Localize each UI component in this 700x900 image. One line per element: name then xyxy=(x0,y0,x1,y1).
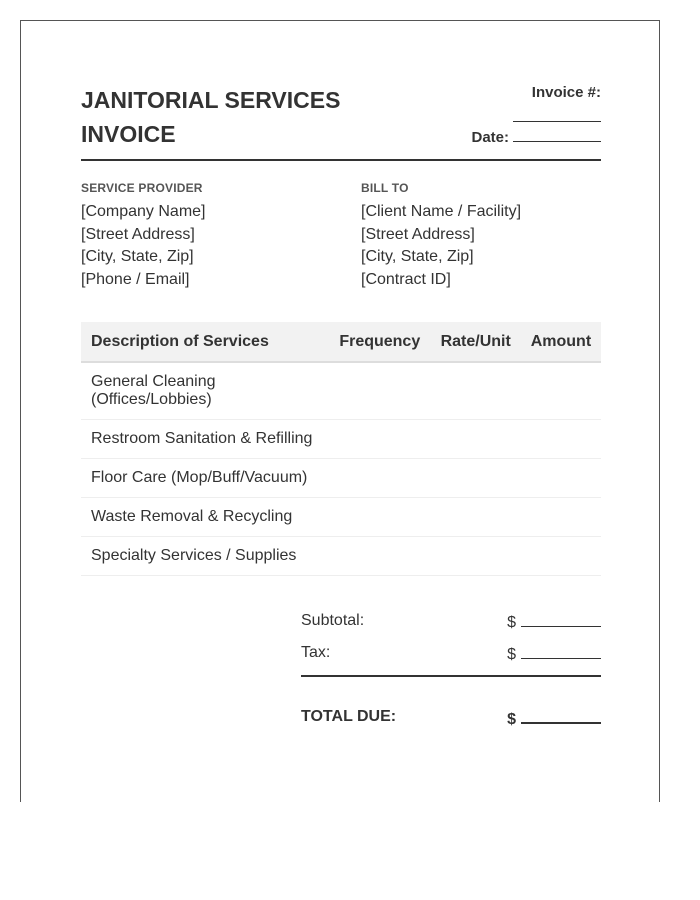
date-row xyxy=(471,127,601,148)
title-line-2: INVOICE xyxy=(81,121,176,147)
rate-unit-cell[interactable] xyxy=(431,537,521,576)
total-due-field[interactable] xyxy=(521,707,601,724)
currency-symbol: $ xyxy=(507,646,516,663)
table-header-row xyxy=(81,322,601,362)
service-description-line-1: General Cleaning xyxy=(91,373,216,390)
tax-field[interactable] xyxy=(521,643,601,659)
date-field[interactable] xyxy=(513,127,601,142)
rate-unit-cell[interactable] xyxy=(431,459,521,498)
amount-cell[interactable] xyxy=(521,420,601,459)
frequency-cell[interactable] xyxy=(329,498,431,537)
total-due-row xyxy=(301,707,601,739)
amount-cell[interactable] xyxy=(521,362,601,420)
rate-unit-cell[interactable] xyxy=(431,420,521,459)
amount-cell[interactable] xyxy=(521,459,601,498)
table-row xyxy=(81,459,601,498)
table-row xyxy=(81,362,601,420)
frequency-cell[interactable] xyxy=(329,362,431,420)
subtotal-label: Subtotal: xyxy=(301,612,365,629)
invoice-page xyxy=(20,20,660,802)
totals-divider xyxy=(301,675,601,677)
bill-to-block xyxy=(361,181,621,291)
service-description: Waste Removal & Recycling xyxy=(81,498,329,537)
date-label: Date: xyxy=(471,129,509,146)
service-description xyxy=(81,362,329,420)
col-header-rate-unit: Rate/Unit xyxy=(431,322,521,362)
col-header-amount: Amount xyxy=(521,322,601,362)
client-city-state-zip: [City, State, Zip] xyxy=(361,248,474,265)
provider-city-state-zip: [City, State, Zip] xyxy=(81,248,194,265)
total-due-amount xyxy=(507,707,601,730)
amount-cell[interactable] xyxy=(521,537,601,576)
client-name-facility: [Client Name / Facility] xyxy=(361,203,522,220)
subtotal-amount xyxy=(507,611,601,633)
table-row xyxy=(81,420,601,459)
service-description: Floor Care (Mop/Buff/Vacuum) xyxy=(81,459,329,498)
title-line-1: JANITORIAL SERVICES xyxy=(81,87,341,113)
services-table xyxy=(81,322,601,576)
rate-unit-cell[interactable] xyxy=(431,362,521,420)
invoice-number-field[interactable] xyxy=(513,121,601,122)
service-description: Restroom Sanitation & Refilling xyxy=(81,420,329,459)
provider-street-address: [Street Address] xyxy=(81,225,195,243)
invoice-number-label: Invoice #: xyxy=(531,84,601,101)
invoice-header xyxy=(81,83,601,161)
tax-amount xyxy=(507,643,601,665)
frequency-cell[interactable] xyxy=(329,459,431,498)
frequency-cell[interactable] xyxy=(329,420,431,459)
currency-symbol: $ xyxy=(507,614,516,631)
table-row xyxy=(81,537,601,576)
service-description-line-2: (Offices/Lobbies) xyxy=(91,391,212,408)
client-street-address: [Street Address] xyxy=(361,225,475,243)
provider-company-name: [Company Name] xyxy=(81,203,206,220)
invoice-title xyxy=(81,83,381,151)
total-due-label: TOTAL DUE: xyxy=(301,708,397,725)
frequency-cell[interactable] xyxy=(329,537,431,576)
service-provider-heading: SERVICE PROVIDER xyxy=(81,181,203,195)
amount-cell[interactable] xyxy=(521,498,601,537)
service-provider-block xyxy=(81,181,341,291)
tax-row xyxy=(301,643,601,675)
service-description: Specialty Services / Supplies xyxy=(81,537,329,576)
subtotal-row xyxy=(301,611,601,643)
tax-label: Tax: xyxy=(301,644,331,661)
bill-to-heading: BILL TO xyxy=(361,181,409,195)
currency-symbol: $ xyxy=(507,711,516,728)
provider-phone-email: [Phone / Email] xyxy=(81,270,190,288)
rate-unit-cell[interactable] xyxy=(431,498,521,537)
table-row xyxy=(81,498,601,537)
col-header-description: Description of Services xyxy=(81,322,329,362)
subtotal-field[interactable] xyxy=(521,611,601,627)
client-contract-id: [Contract ID] xyxy=(361,270,451,288)
col-header-frequency: Frequency xyxy=(329,322,431,362)
totals-block xyxy=(301,611,601,728)
